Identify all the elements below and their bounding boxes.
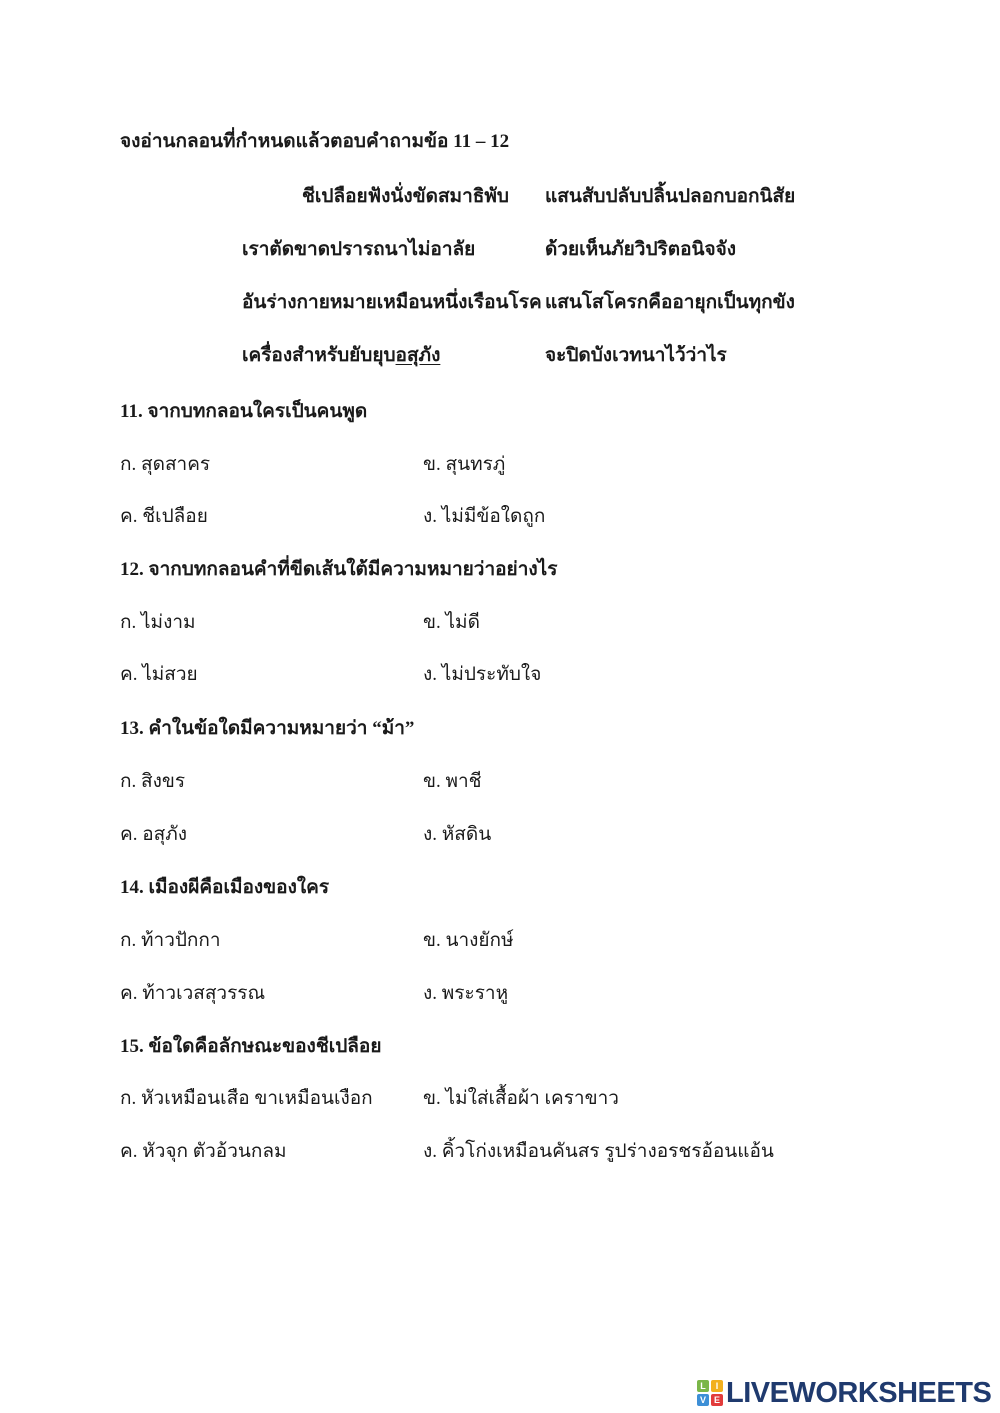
question-text: 15. ข้อใดคือลักษณะของชีเปลือย xyxy=(120,1036,382,1057)
choice-b[interactable]: ข. ไม่ดี xyxy=(423,612,480,633)
underlined-word: อสุภัง xyxy=(395,345,441,366)
question-text: 12. จากบทกลอนคำที่ขีดเส้นใต้มีความหมายว่าอย่างไร xyxy=(120,559,558,580)
choice-a[interactable]: ก. ไม่งาม xyxy=(120,612,196,633)
choice-d[interactable]: ง. ไม่ประทับใจ xyxy=(423,664,542,685)
logo-text: LIVEWORKSHEETS xyxy=(726,1377,992,1409)
choice-b[interactable]: ข. สุนทรภู่ xyxy=(423,454,506,475)
question-text: 13. คำในข้อใดมีความหมายว่า “ม้า” xyxy=(120,718,415,739)
choice-b[interactable]: ข. ไม่ใส่เสื้อผ้า เคราขาว xyxy=(423,1088,619,1109)
logo-letter-l: L xyxy=(697,1380,709,1392)
poem-line-1-right: แสนสับปลับปลิ้นปลอกบอกนิสัย xyxy=(545,186,796,207)
choice-c[interactable]: ค. หัวจุก ตัวอ้วนกลม xyxy=(120,1141,287,1162)
choice-a[interactable]: ก. หัวเหมือนเสือ ขาเหมือนเงือก xyxy=(120,1088,373,1109)
choice-c[interactable]: ค. ไม่สวย xyxy=(120,664,198,685)
poem-line-2-left: เราตัดขาดปรารถนาไม่อาลัย xyxy=(242,239,476,260)
poem-line-3-left: อันร่างกายหมายเหมือนหนึ่งเรือนโรค xyxy=(242,292,542,313)
logo-letter-v: V xyxy=(697,1394,709,1406)
choice-d[interactable]: ง. ไม่มีข้อใดถูก xyxy=(423,506,546,527)
choice-a[interactable]: ก. สิงขร xyxy=(120,771,186,792)
poem-line-2-right: ด้วยเห็นภัยวิปริตอนิจจัง xyxy=(545,239,737,260)
poem-line-4-left xyxy=(242,340,440,370)
choice-d[interactable]: ง. คิ้วโก่งเหมือนคันสร รูปร่างอรชรอ้อนแอ้น xyxy=(423,1141,774,1162)
instruction-heading: จงอ่านกลอนที่กำหนดแล้วตอบคำถามข้อ 11 – 12 xyxy=(120,131,510,152)
choice-c[interactable]: ค. ชีเปลือย xyxy=(120,506,208,527)
choice-c[interactable]: ค. อสุภัง xyxy=(120,824,188,845)
choice-a[interactable]: ก. ท้าวปักกา xyxy=(120,930,221,951)
choice-d[interactable]: ง. หัสดิน xyxy=(423,824,492,845)
logo-letter-e: E xyxy=(711,1394,723,1406)
poem-line-3-right: แสนโสโครกคืออายุกเป็นทุกขัง xyxy=(545,292,795,313)
poem-line-4-left-prefix: เครื่องสำหรับยับยุบ xyxy=(242,345,396,366)
poem-line-1-left: ชีเปลือยฟังนั่งขัดสมาธิพับ xyxy=(302,186,509,207)
question-text: 14. เมืองผีคือเมืองของใคร xyxy=(120,877,330,898)
choice-b[interactable]: ข. นางยักษ์ xyxy=(423,930,514,951)
choice-b[interactable]: ข. พาชี xyxy=(423,771,482,792)
logo-icon xyxy=(697,1380,723,1406)
liveworksheets-logo xyxy=(697,1378,991,1408)
choice-d[interactable]: ง. พระราหู xyxy=(423,983,509,1004)
logo-letter-i: I xyxy=(711,1380,723,1392)
question-text: 11. จากบทกลอนใครเป็นคนพูด xyxy=(120,401,368,422)
poem-line-4-right: จะปิดบังเวทนาไว้ว่าไร xyxy=(545,345,727,366)
choice-a[interactable]: ก. สุดสาคร xyxy=(120,454,211,475)
choice-c[interactable]: ค. ท้าวเวสสุวรรณ xyxy=(120,983,266,1004)
